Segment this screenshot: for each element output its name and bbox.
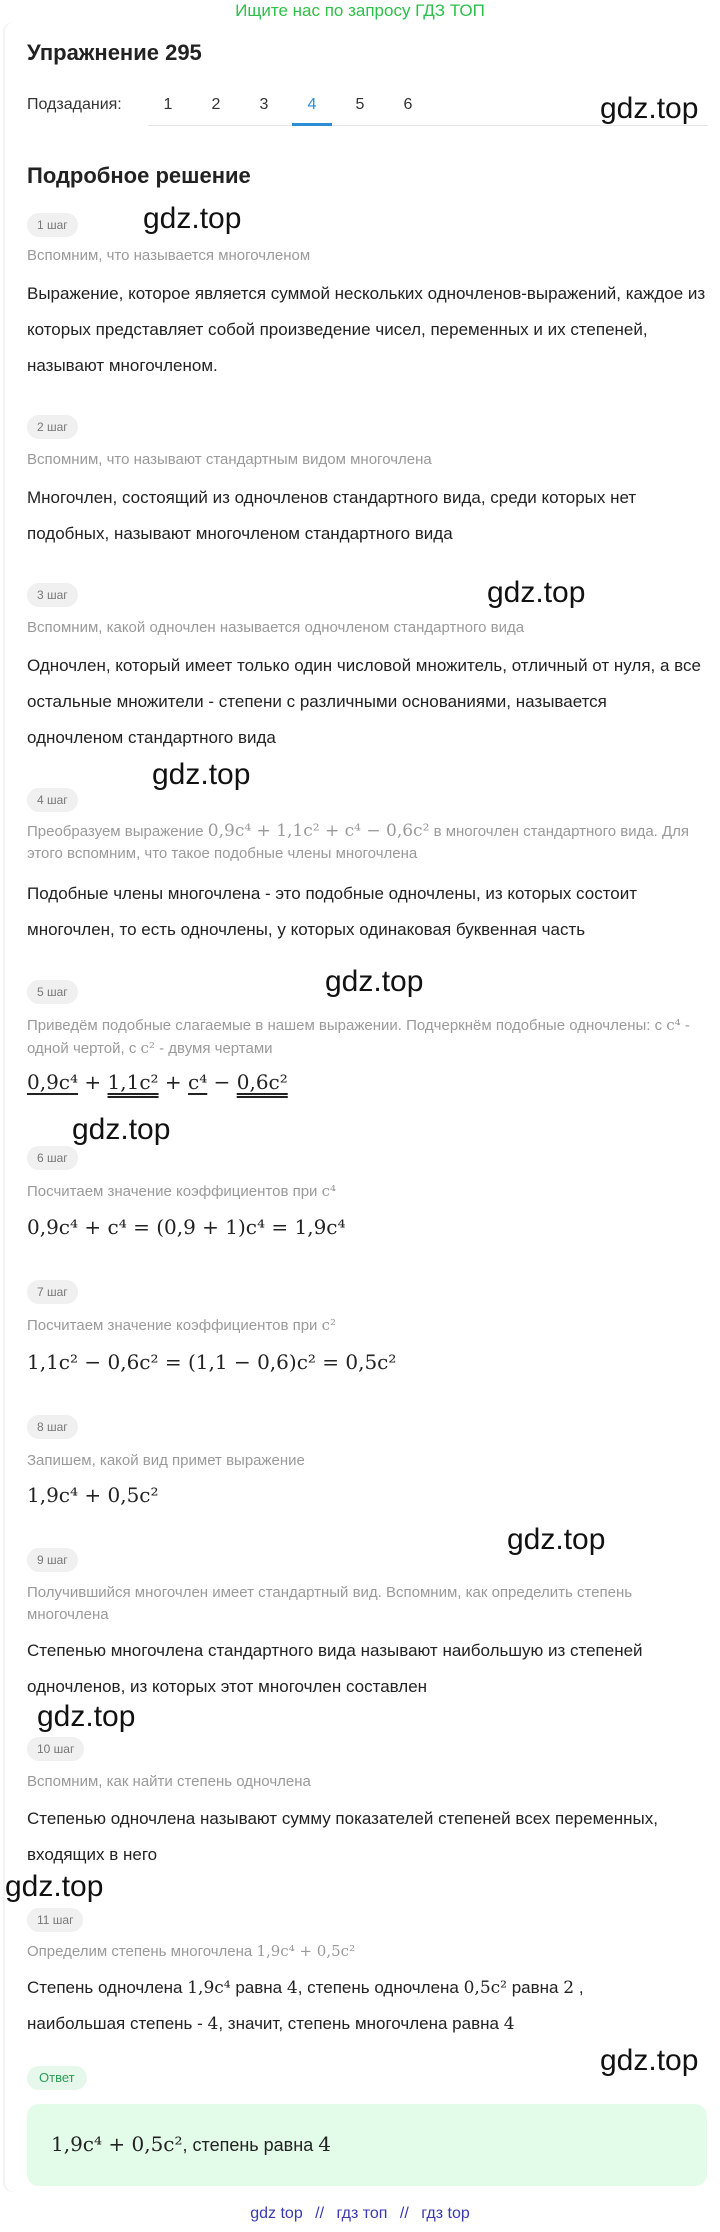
step-math xyxy=(27,1070,288,1094)
step-hint-math: c² xyxy=(140,1039,155,1057)
step-hint-math: 0,9c⁴ + 1,1c² + c⁴ − 0,6c² xyxy=(207,821,430,841)
step-text: Многочлен, состоящий из одночленов стандартного вида, среди которых нет подобных, называют многочленом стандартного вида xyxy=(27,488,637,543)
page-title: Упражнение 295 xyxy=(27,40,202,65)
step-badge-label: 10 шаг xyxy=(27,1737,84,1761)
math-part: 1,9c⁴ xyxy=(187,1978,231,1998)
step-hint-text: - одной чертой, с xyxy=(27,1017,690,1057)
step-hint: Вспомним, какой одночлен называется одночленом стандартного вида xyxy=(27,619,525,636)
footer-link[interactable]: gdz top xyxy=(250,2205,303,2222)
step-badge xyxy=(27,415,78,439)
step-hint-text: Определим степень многочлена xyxy=(27,1943,253,1960)
step-badge xyxy=(27,980,78,1004)
subtasks-label: Подзадания: xyxy=(27,96,122,113)
step-badge-label: 2 шаг xyxy=(27,415,78,439)
step-badge-label: 1 шаг xyxy=(27,213,78,237)
tab-subtask-3[interactable]: 3 xyxy=(259,96,269,113)
tab-subtask-2[interactable]: 2 xyxy=(211,96,221,113)
math-part: 2 xyxy=(563,1978,575,1998)
step-hint-math: c⁴ xyxy=(666,1016,681,1034)
watermark: gdz.top xyxy=(72,1113,171,1146)
step-hint-math: 1,9c⁴ + 0,5c² xyxy=(256,1942,356,1960)
answer-text: , степень равна xyxy=(182,2135,314,2155)
text-part: , значит, степень многочлена равна xyxy=(218,2014,499,2033)
step-badge xyxy=(27,1908,83,1932)
text-part: равна xyxy=(511,1978,559,1997)
footer-link[interactable]: гдз top xyxy=(421,2205,470,2222)
step-badge xyxy=(27,213,78,237)
step-badge xyxy=(27,1737,84,1761)
step-text: Степенью многочлена стандартного вида называют наибольшую из степеней одночленов, из которых этот многочлен составлен xyxy=(27,1641,643,1696)
step-hint-text: Приведём подобные слагаемые в нашем выражении. Подчеркнём подобные одночлены: с xyxy=(27,1017,663,1034)
step-hint xyxy=(27,1014,707,1060)
step-badge-label: 9 шаг xyxy=(27,1548,78,1572)
math-op: + xyxy=(78,1070,108,1094)
math-part: 0,5c² xyxy=(463,1978,507,1998)
text-part: наибольшая степень - xyxy=(27,2014,203,2033)
math-term: 0,9c⁴ xyxy=(27,1070,79,1094)
tab-subtask-5[interactable]: 5 xyxy=(355,96,365,113)
section-title: Подробное решение xyxy=(27,163,251,188)
step-badge xyxy=(27,1280,78,1304)
step-hint-text: Посчитаем значение коэффициентов при xyxy=(27,1183,318,1200)
top-banner[interactable]: Ищите нас по запросу ГДЗ ТОП xyxy=(235,1,485,20)
step-text xyxy=(27,1970,707,2042)
step-badge xyxy=(27,1415,78,1439)
watermark: gdz.top xyxy=(600,2044,699,2077)
text-part: равна xyxy=(235,1978,283,1997)
step-hint-text: в многочлен стандартного вида. Для этого вспомним, что такое подобные члены многочлена xyxy=(27,823,690,862)
step-text: Выражение, которое является суммой нескольких одночленов-выражений, каждое из которых представляет собой произведение чисел, переменных и их степеней, называют многочленом. xyxy=(27,284,706,375)
watermark: gdz.top xyxy=(152,758,251,791)
answer-box xyxy=(27,2104,707,2186)
step-hint: Вспомним, что называется многочленом xyxy=(27,247,311,264)
step-badge-label: 4 шаг xyxy=(27,788,78,812)
step-text: Подобные члены многочлена - это подобные одночлены, из которых состоит многочлен, то есть одночлены, у которых одинаковая буквенная часть xyxy=(27,884,638,939)
math-term: 1,1c² xyxy=(107,1070,159,1094)
step-hint: Запишем, какой вид примет выражение xyxy=(27,1452,305,1469)
watermark: gdz.top xyxy=(487,576,586,609)
step-text: Степенью одночлена называют сумму показателей степеней всех переменных, входящих в него xyxy=(27,1809,658,1864)
step-badge xyxy=(27,788,78,812)
step-hint-text: - двумя чертами xyxy=(159,1040,273,1057)
step-math: 0,9c⁴ + c⁴ = (0,9 + 1)c⁴ = 1,9c⁴ xyxy=(27,1215,346,1239)
watermark: gdz.top xyxy=(37,1700,136,1733)
footer-separator: // xyxy=(315,2205,325,2222)
step-hint: Вспомним, как найти степень одночлена xyxy=(27,1773,311,1790)
step-hint xyxy=(27,1180,707,1203)
tab-subtask-4[interactable]: 4 xyxy=(292,90,332,126)
step-badge xyxy=(27,583,78,607)
footer-separator: // xyxy=(399,2205,409,2222)
step-badge xyxy=(27,1548,78,1572)
math-part: 4 xyxy=(207,2014,219,2034)
step-hint-text: Преобразуем выражение xyxy=(27,823,204,840)
math-op: − xyxy=(207,1070,237,1094)
step-hint-math: c⁴ xyxy=(321,1182,337,1200)
tab-subtask-6[interactable]: 6 xyxy=(403,96,413,113)
answer-value: 4 xyxy=(318,2132,331,2156)
step-badge-label: 5 шаг xyxy=(27,980,78,1004)
math-term: 0,6c² xyxy=(236,1070,288,1094)
step-badge-label: 7 шаг xyxy=(27,1280,78,1304)
step-hint xyxy=(27,1940,707,1963)
math-term: c⁴ xyxy=(188,1070,208,1094)
math-op: + xyxy=(158,1070,189,1094)
step-badge-label: 6 шаг xyxy=(27,1146,78,1170)
step-hint: Вспомним, что называют стандартным видом многочлена xyxy=(27,451,432,468)
watermark: gdz.top xyxy=(600,92,699,125)
step-text: Одночлен, который имеет только один числовой множитель, отличный от нуля, а все остальные множители - степени с различными основаниями, называется одночленом стандартного вида xyxy=(27,656,701,747)
math-part: 4 xyxy=(286,1978,298,1998)
text-part: , степень одночлена xyxy=(297,1978,459,1997)
step-math: 1,1c² − 0,6c² = (1,1 − 0,6)c² = 0,5c² xyxy=(27,1350,397,1374)
watermark: gdz.top xyxy=(5,1870,104,1903)
step-badge-label: 3 шаг xyxy=(27,583,78,607)
text-part: Степень одночлена xyxy=(27,1978,183,1997)
text-part: , xyxy=(578,1978,584,1997)
step-hint-text: Посчитаем значение коэффициентов при xyxy=(27,1317,318,1334)
footer-links xyxy=(0,2205,720,2223)
step-badge-label: 11 шаг xyxy=(27,1908,83,1932)
step-badge-label: 8 шаг xyxy=(27,1415,78,1439)
watermark: gdz.top xyxy=(143,202,242,235)
step-hint xyxy=(27,1314,707,1337)
step-hint-math: c² xyxy=(321,1316,337,1334)
tab-subtask-1[interactable]: 1 xyxy=(163,96,173,113)
step-hint: Получившийся многочлен имеет стандартный вид. Вспомним, как определить степень многочлена xyxy=(27,1584,633,1623)
answer-math: 1,9c⁴ + 0,5c² xyxy=(51,2132,183,2156)
footer-link[interactable]: гдз топ xyxy=(336,2205,388,2222)
watermark: gdz.top xyxy=(507,1523,606,1556)
step-hint xyxy=(27,820,707,865)
step-math: 1,9c⁴ + 0,5c² xyxy=(27,1483,159,1507)
watermark: gdz.top xyxy=(325,965,424,998)
math-part: 4 xyxy=(503,2014,515,2034)
answer-label: Ответ xyxy=(27,2066,87,2090)
step-badge xyxy=(27,1146,78,1170)
